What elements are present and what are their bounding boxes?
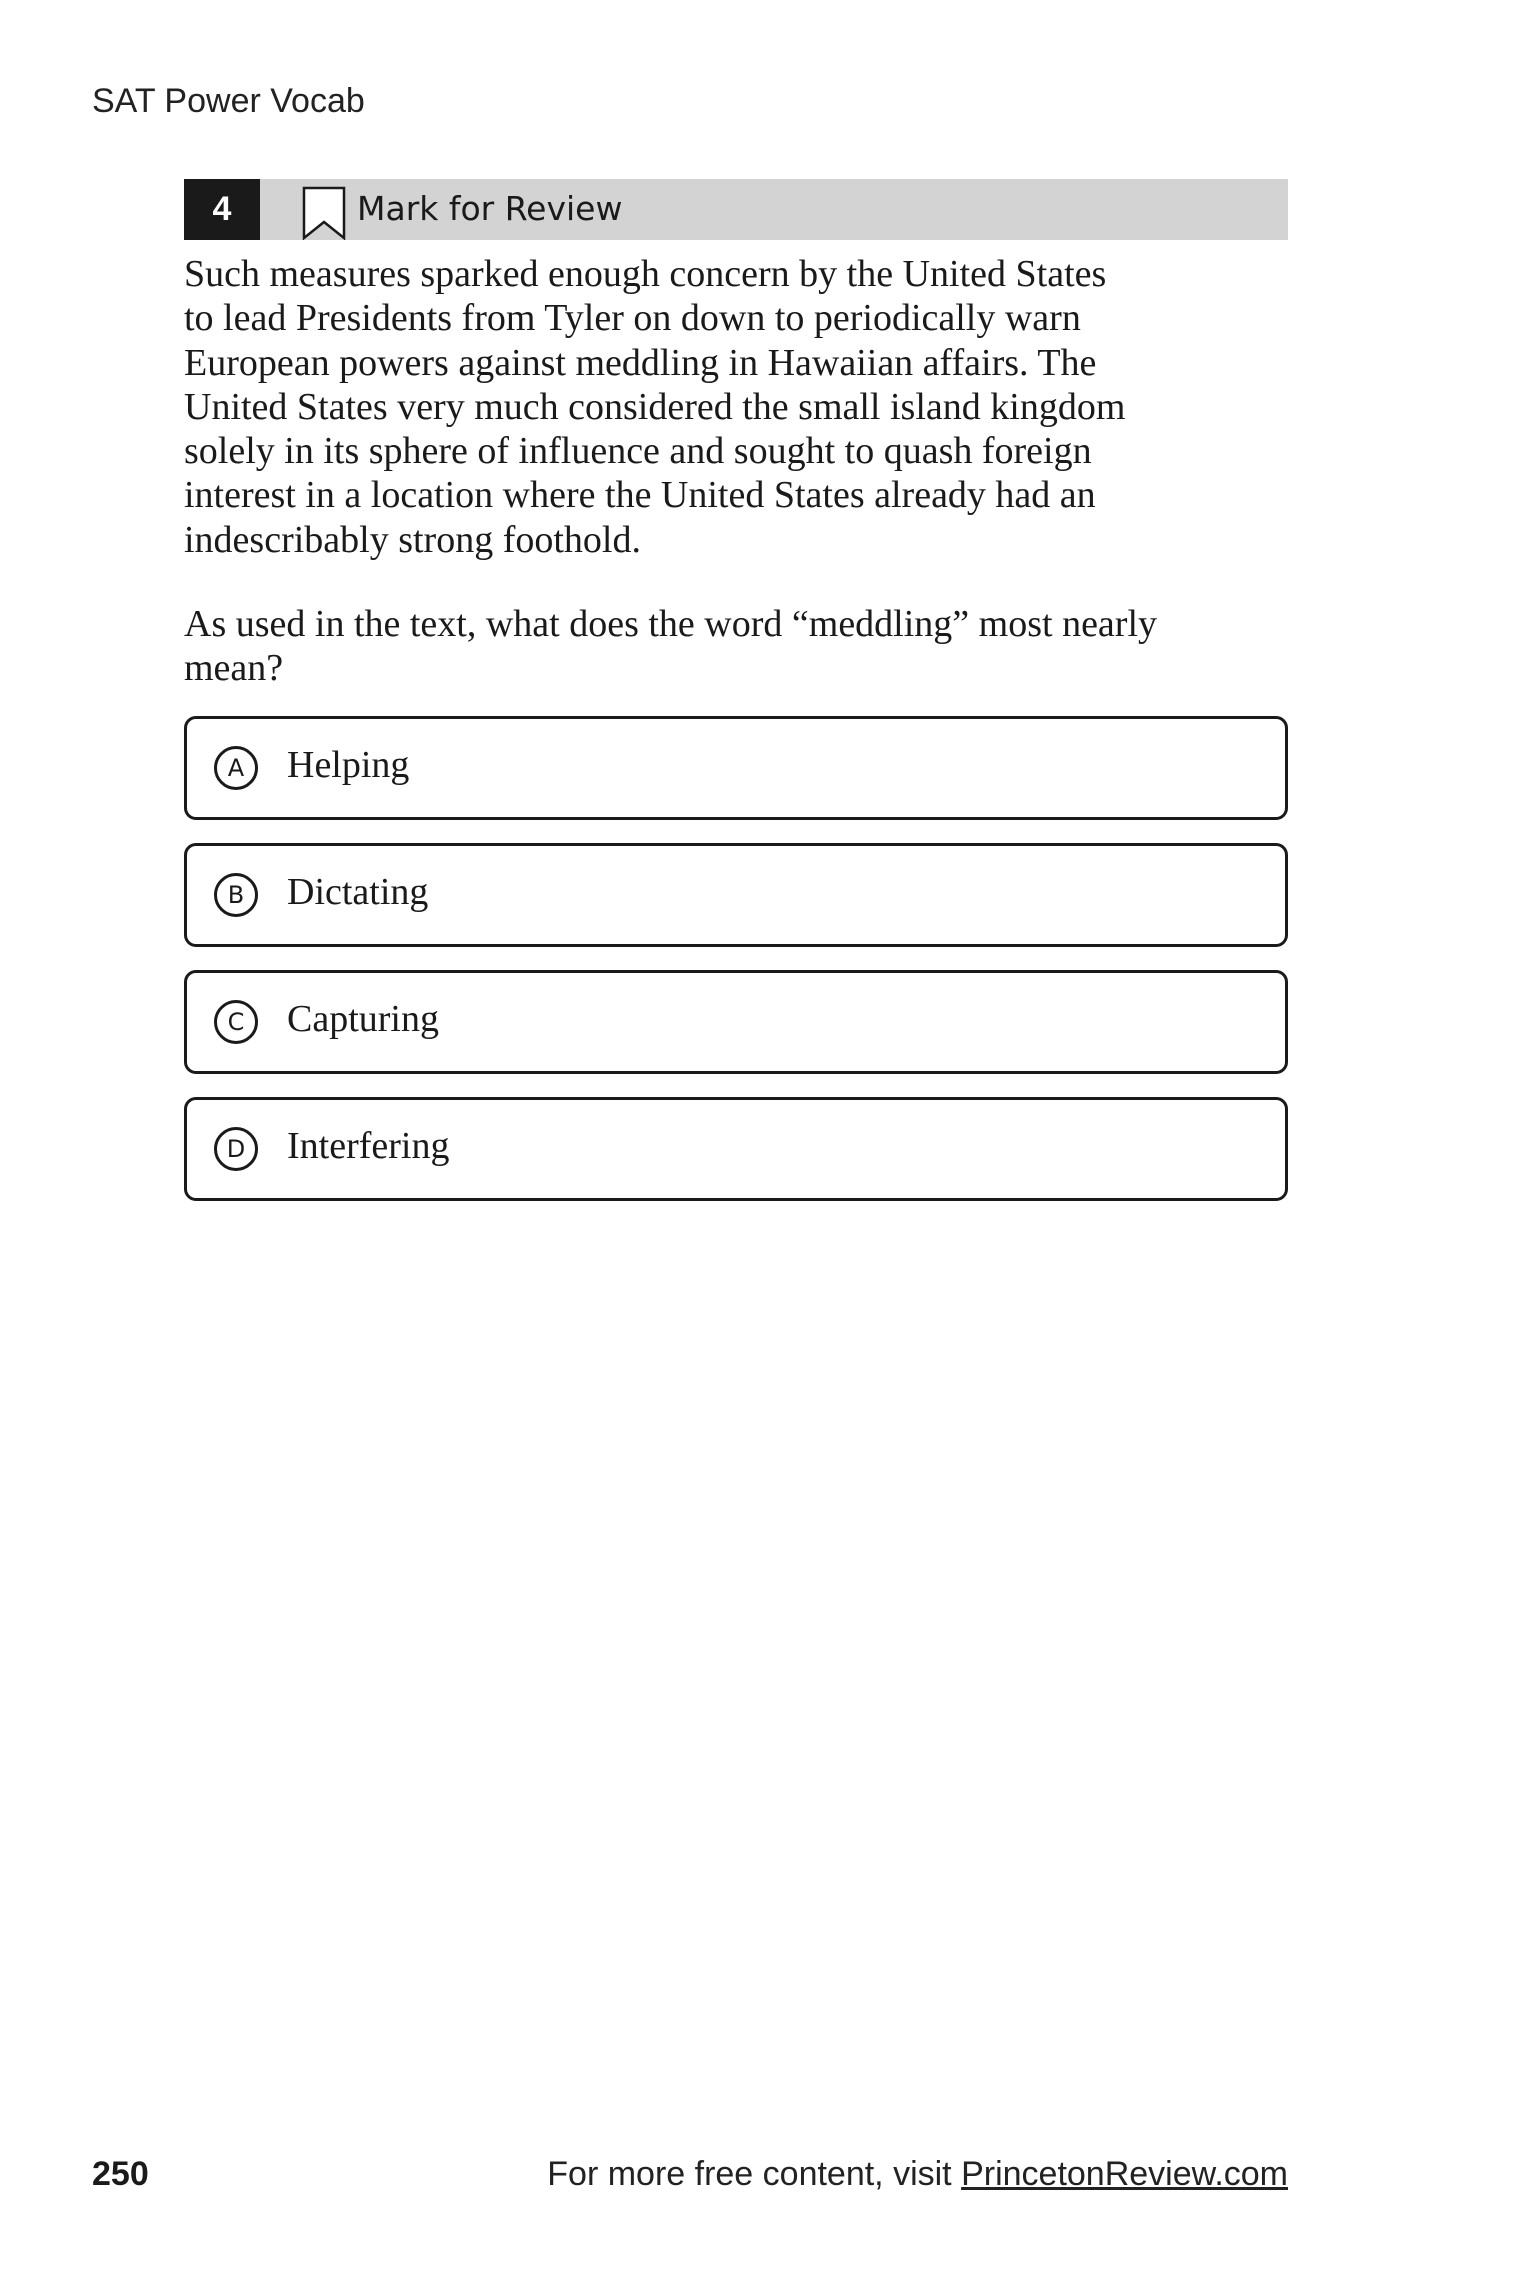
answer-option-c[interactable] — [184, 970, 1288, 1074]
footer-note — [547, 2155, 1288, 2194]
option-text: Capturing — [287, 998, 439, 1040]
passage-line: European powers against meddling in Hawaiian affairs. The — [184, 341, 1097, 384]
bookmark-icon[interactable] — [302, 186, 346, 240]
passage-line: to lead Presidents from Tyler on down to periodically warn — [184, 297, 1081, 340]
mark-for-review-button[interactable]: Mark for Review — [357, 189, 623, 228]
option-letter-c: C — [214, 1000, 258, 1044]
passage — [184, 252, 1125, 562]
option-letter-a: A — [214, 746, 258, 790]
passage-line: indescribably strong foothold. — [184, 518, 641, 561]
prompt-line: mean? — [184, 647, 284, 690]
option-letter-b: B — [214, 873, 258, 917]
option-text: Interfering — [287, 1125, 450, 1167]
option-text: Helping — [287, 744, 410, 786]
passage-line: United States very much considered the small island kingdom — [184, 385, 1126, 428]
page-number: 250 — [92, 2155, 149, 2193]
option-text: Dictating — [287, 871, 429, 913]
passage-line: solely in its sphere of influence and sought to quash foreign — [184, 430, 1092, 473]
answer-option-d[interactable] — [184, 1097, 1288, 1201]
passage-line: interest in a location where the United States already had an — [184, 474, 1096, 517]
option-letter-d: D — [214, 1127, 258, 1171]
prompt-line: As used in the text, what does the word “meddling” most nearly — [184, 603, 1158, 645]
question-prompt — [184, 602, 1157, 691]
answer-option-a[interactable] — [184, 716, 1288, 820]
answer-option-b[interactable] — [184, 843, 1288, 947]
princeton-review-link[interactable]: PrincetonReview.com — [961, 2155, 1288, 2193]
footer-text: For more free content, visit — [547, 2155, 962, 2193]
passage-line: Such measures sparked enough concern by the United States — [184, 253, 1107, 295]
running-header: SAT Power Vocab — [92, 82, 365, 120]
question-header-bar — [184, 179, 1288, 240]
question-number: 4 — [184, 179, 260, 240]
